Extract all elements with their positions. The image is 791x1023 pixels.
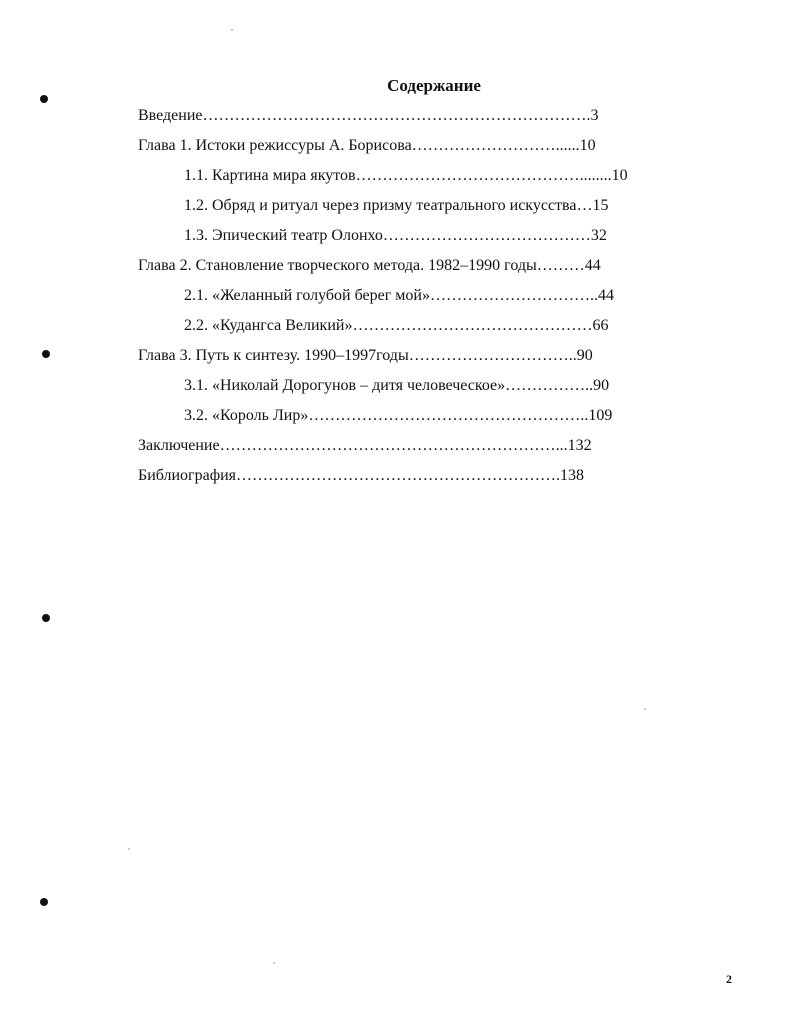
toc-entry: Библиография…………………………………………………….138 <box>138 467 584 484</box>
scan-speck <box>273 962 275 964</box>
toc-entry: 3.1. «Николай Дорогунов – дитя человеческое»……………..90 <box>184 377 610 394</box>
binder-hole-mark <box>40 95 48 103</box>
toc-entry: Заключение………………………………………………………...132 <box>138 437 592 454</box>
toc-entry: 1.2. Обряд и ритуал через призму театрального искусства…15 <box>184 197 609 214</box>
toc-entry: 3.2. «Король Лир»……………………………………………..109 <box>184 407 613 424</box>
binder-hole-mark <box>42 614 50 622</box>
page-number: 2 <box>726 972 732 986</box>
scan-speck <box>644 708 646 710</box>
toc-entry: Глава 1. Истоки режиссуры А. Борисова………………………......10 <box>138 137 596 154</box>
toc-entry: 2.1. «Желанный голубой берег мой»…………………………..44 <box>184 287 614 304</box>
toc-entry: Введение……………………………………………………………….3 <box>138 107 599 124</box>
scan-speck <box>231 29 233 31</box>
toc-entry: 1.3. Эпический театр Олонхо…………………………………32 <box>184 227 607 244</box>
toc-entry: Глава 3. Путь к синтезу. 1990–1997годы…………………………..90 <box>138 347 593 364</box>
binder-hole-mark <box>40 898 48 906</box>
scan-speck <box>128 848 130 850</box>
toc-entry: 1.1. Картина мира якутов……………………………………........10 <box>184 167 628 184</box>
toc-entry: 2.2. «Кудангса Великий»………………………………………66 <box>184 317 609 334</box>
page-title: Содержание <box>387 76 481 95</box>
binder-hole-mark <box>42 350 50 358</box>
toc-entry: Глава 2. Становление творческого метода. 1982–1990 годы………44 <box>138 257 601 274</box>
